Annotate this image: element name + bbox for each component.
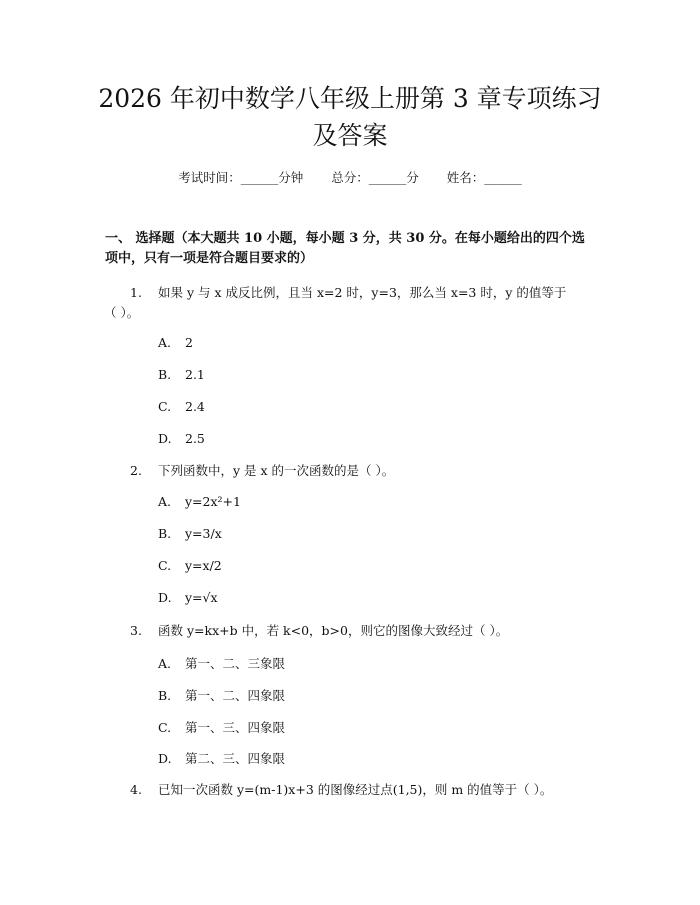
question-2-option-c: C. y=x/2 xyxy=(158,558,222,573)
question-2-option-d: D. y=√x xyxy=(158,590,218,605)
name-field: 姓名：______ xyxy=(446,170,522,185)
question-1-option-b: B. 2.1 xyxy=(158,367,205,382)
section-heading-line-1: 一、 选择题（本大题共 10 小题，每小题 3 分，共 30 分。在每小题给出的四个选 xyxy=(105,231,585,246)
exam-time-field: 考试时间：______分钟 xyxy=(178,170,304,185)
question-3-option-b: B. 第一、二、四象限 xyxy=(158,688,286,703)
question-3-option-a: A. 第一、二、三象限 xyxy=(158,656,286,671)
question-2-option-b: B. y=3/x xyxy=(158,526,222,541)
question-text: 如果 y 与 x 成反比例，且当 x=2 时，y=3，那么当 x=3 时，y 的值等于 xyxy=(158,285,567,300)
question-text-continued: （ ）。 xyxy=(104,305,140,320)
question-text: 函数 y=kx+b 中，若 k<0，b>0，则它的图像大致经过（ ）。 xyxy=(158,623,509,638)
question-1-option-d: D. 2.5 xyxy=(158,431,205,446)
question-text: 下列函数中，y 是 x 的一次函数的是（ ）。 xyxy=(158,463,395,478)
question-text: 已知一次函数 y=(m-1)x+3 的图像经过点(1,5)，则 m 的值等于（ ）。 xyxy=(158,782,553,797)
exam-info xyxy=(0,168,700,186)
question-1-option-a: A. 2 xyxy=(158,335,193,350)
section-heading xyxy=(105,229,605,269)
question-number: 1. xyxy=(130,285,142,300)
question-number: 2. xyxy=(130,463,142,478)
total-score-field: 总分：______分 xyxy=(331,170,419,185)
page-title xyxy=(0,80,700,154)
question-3-option-c: C. 第一、三、四象限 xyxy=(158,720,286,735)
question-2-option-a: A. y=2x²+1 xyxy=(158,494,241,509)
section-heading-line-2: 项中，只有一项是符合题目要求的） xyxy=(105,251,314,266)
title-line-1: 2026 年初中数学八年级上册第 3 章专项练习 xyxy=(98,84,602,113)
question-number: 3. xyxy=(130,623,142,638)
question-number: 4. xyxy=(130,782,142,797)
question-1-option-c: C. 2.4 xyxy=(158,399,205,414)
question-3-option-d: D. 第二、三、四象限 xyxy=(158,751,286,766)
title-line-2: 及答案 xyxy=(312,121,388,150)
